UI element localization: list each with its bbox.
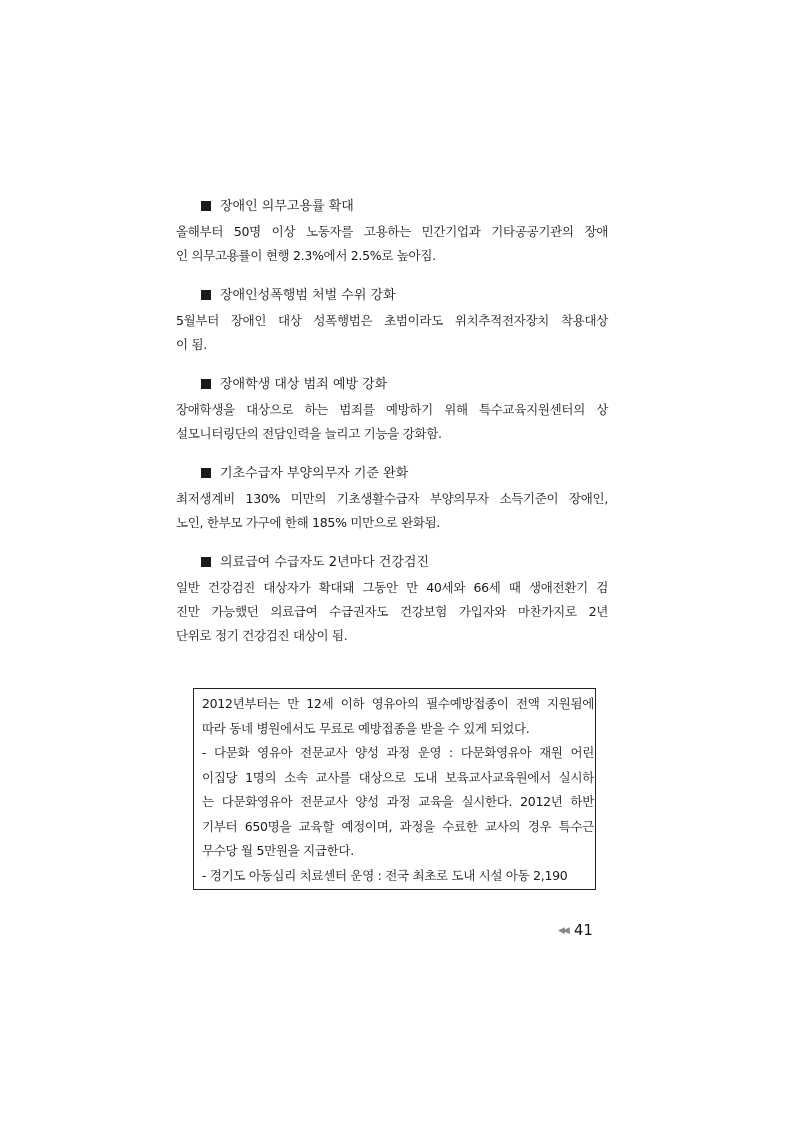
section-basic-livelihood [176, 464, 608, 535]
box-line: 이집당 1명의 소속 교사를 대상으로 도내 보육교사교육원에서 실시하 [202, 769, 594, 785]
page-footer [558, 920, 608, 944]
box-line: - 경기도 아동심리 치료센터 운영 : 전국 최초로 도내 시설 아동 2,190 [202, 867, 568, 883]
section-heading [176, 375, 608, 395]
body-line: 이 됨. [176, 337, 207, 352]
double-arrow-left-icon: ◀◀ [558, 926, 568, 936]
body-line: 단위로 정기 건강검진 대상이 됨. [176, 628, 348, 643]
section-heading [176, 464, 608, 484]
heading-text: 장애인 의무고용률 확대 [220, 199, 354, 214]
section-disability-employment [176, 197, 608, 268]
body-line: 진만 가능했던 의료급여 수급권자도 건강보험 가입자와 마찬가지로 2년 [176, 604, 608, 619]
square-bullet-icon [201, 468, 211, 478]
box-line: 기부터 650명을 교육할 예정이며, 과정을 수료한 교사의 경우 특수근 [202, 818, 594, 834]
square-bullet-icon [201, 379, 211, 389]
box-line: 2012년부터는 만 12세 이하 영유아의 필수예방접종이 전액 지원됨에 [202, 696, 594, 711]
info-box [193, 688, 596, 890]
section-sexual-assault-penalty [176, 286, 608, 357]
box-line: 따라 동네 병원에서도 무료로 예방접종을 받을 수 있게 되었다. [202, 720, 530, 736]
body-line: 설모니터링단의 전담인력을 늘리고 기능을 강화함. [176, 426, 442, 441]
box-line: 는 다문화영유아 전문교사 양성 과정 교육을 실시한다. 2012년 하반 [202, 794, 594, 809]
heading-text: 장애학생 대상 범죄 예방 강화 [220, 377, 388, 392]
body-line: 노인, 한부모 가구에 한해 185% 미만으로 완화됨. [176, 515, 441, 530]
page-number: 41 [573, 921, 593, 939]
heading-text: 기초수급자 부양의무자 기준 완화 [220, 466, 409, 481]
box-line: 무수당 월 5만원을 지급한다. [202, 843, 354, 858]
body-line: 5월부터 장애인 대상 성폭행범은 초범이라도 위치추적전자장치 착용대상 [176, 313, 608, 328]
body-line: 인 의무고용률이 현행 2.3%에서 2.5%로 높아짐. [176, 248, 436, 263]
body-line: 장애학생을 대상으로 하는 범죄를 예방하기 위해 특수교육지원센터의 상 [176, 402, 608, 417]
box-line: - 다문화 영유아 전문교사 양성 과정 운영 : 다문화영유아 재원 어린 [202, 745, 594, 760]
body-line: 일반 건강검진 대상자가 확대돼 그동안 만 40세와 66세 때 생애전환기 검 [176, 580, 608, 595]
square-bullet-icon [201, 557, 211, 567]
heading-text: 장애인성폭행범 처벌 수위 강화 [220, 288, 396, 303]
square-bullet-icon [201, 201, 211, 211]
main-content [176, 197, 608, 666]
square-bullet-icon [201, 290, 211, 300]
section-student-crime-prevention [176, 375, 608, 446]
section-heading [176, 286, 608, 306]
section-heading [176, 553, 608, 573]
heading-text: 의료급여 수급자도 2년마다 건강검진 [220, 555, 430, 570]
section-health-checkup [176, 553, 608, 648]
section-heading [176, 197, 608, 217]
body-line: 올해부터 50명 이상 노동자를 고용하는 민간기업과 기타공공기관의 장애 [176, 224, 608, 239]
body-line: 최저생계비 130% 미만의 기초생활수급자 부양의무자 소득기준이 장애인, [176, 491, 608, 506]
